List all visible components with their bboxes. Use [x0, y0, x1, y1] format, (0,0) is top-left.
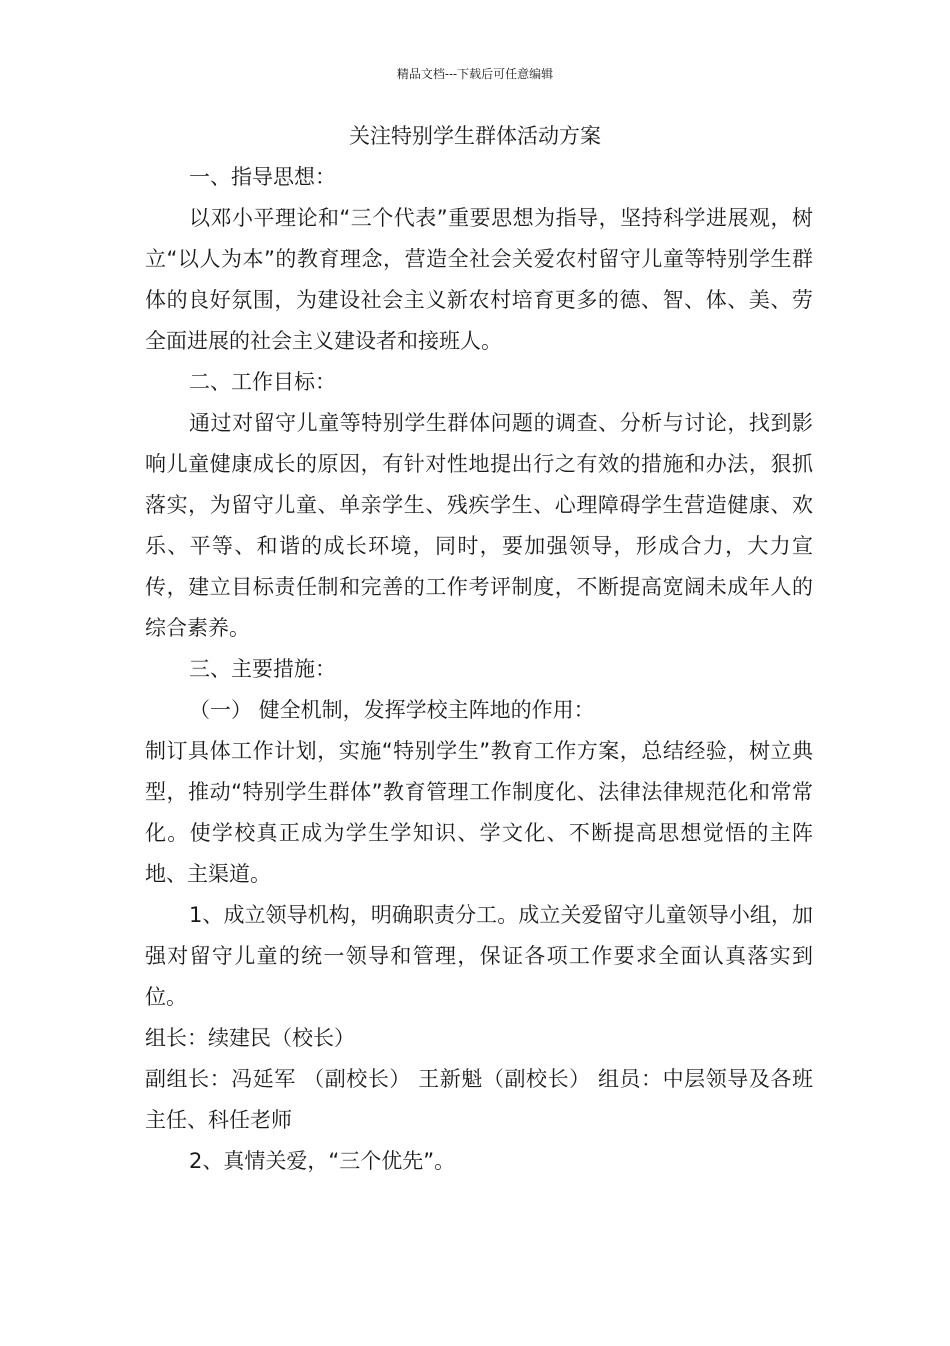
paragraph-work-goals: 通过对留守儿童等特别学生群体问题的调查、分析与讨论，找到影响儿童健康成长的原因，有针对性地提出行之有效的措施和办法，狠抓落实，为留守儿童、单亲学生、残疾学生、心理障碍学生营造健康、欢乐、平等、和谐的成长环境，同时，要加强领导，形成合力，大力宣传，建立目标责任制和完善的工作考评制度，不断提高宽阔未成年人的综合素养。 — [145, 411, 813, 640]
document-title: 关注特别学生群体活动方案 — [349, 124, 601, 148]
heading-main-measures: 三、主要措施： — [189, 657, 336, 681]
heading-guiding-ideology: 一、指导思想： — [189, 165, 336, 189]
paragraph-leadership: 1、成立领导机构，明确职责分工。成立关爱留守儿童领导小组，加强对留守儿童的统一领导和管理，保证各项工作要求全面认真落实到位。 — [145, 903, 813, 1009]
paragraph-guiding-ideology: 以邓小平理论和“三个代表”重要思想为指导，坚持科学进展观，树立“以人为本”的教育理念，营造全社会关爱农村留守儿童等特别学生群体的良好氛围，为建设社会主义新农村培育更多的德、智、体、美、劳全面进展的社会主义建设者和接班人。 — [145, 206, 813, 353]
page-header: 精品文档---下载后可任意编辑 — [396, 67, 554, 81]
heading-work-goals: 二、工作目标： — [189, 370, 336, 394]
subheading-mechanism: （一） 健全机制，发挥学校主阵地的作用： — [189, 698, 595, 722]
paragraph-work-plan: 制订具体工作计划，实施“特别学生”教育工作方案，总结经验，树立典型，推动“特别学生群体”教育管理工作制度化、法律法律规范化和常常化。使学校真正成为学生学知识、学文化、不断提高思想觉悟的主阵地、主渠道。 — [145, 739, 813, 886]
deputy-leader-line: 副组长：冯延军 （副校长） 王新魁（副校长） 组员：中层领导及各班主任、科任老师 — [145, 1067, 813, 1132]
paragraph-three-priorities: 2、真情关爱，“三个优先”。 — [189, 1149, 456, 1173]
group-leader-line: 组长：续建民（校长） — [145, 1026, 355, 1050]
document-body — [145, 157, 813, 1182]
